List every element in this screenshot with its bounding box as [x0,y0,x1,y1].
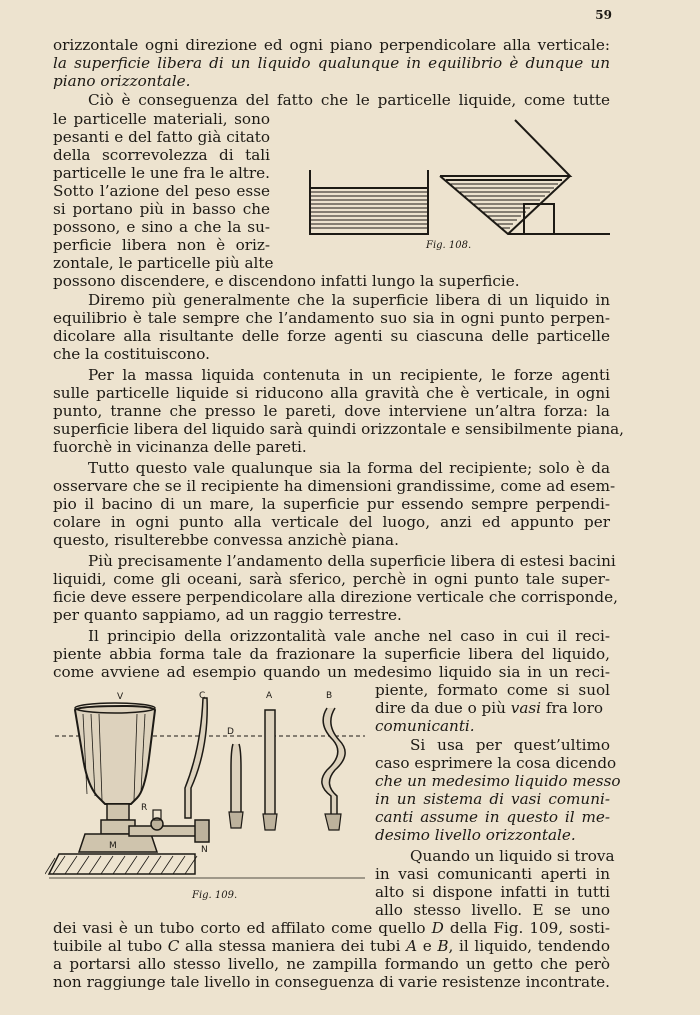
text-line: Sotto l’azione del peso esse [53,182,270,200]
text-line: perficie libera non è oriz- [53,236,270,254]
text-line: punto, tranne che presso le pareti, dove interviene un’altra forza: la [53,402,610,420]
text-line: canti assume in questo il me- [375,808,610,826]
text-span: D [431,919,444,937]
text-line: possono discendere, e discendono infatti lungo la superficie. [53,272,520,290]
text-line: possono, e sino a che la su- [53,218,270,236]
text-line: dicolare alla risultante delle forze agenti su ciascuna delle particelle [53,327,610,345]
text-line: osservare che se il recipiente ha dimensioni grandissime, come ad esem- [53,477,616,495]
text-span: dire da due o più [375,699,511,717]
text-line: zontale, le particelle più alte [53,254,274,272]
text-line: pio il bacino di un mare, la superficie pur essendo sempre perpendi- [53,495,610,513]
text-line: per quanto sappiamo, ad un raggio terrestre. [53,606,402,624]
text-span: B [437,937,449,955]
text-line: caso esprimere la cosa dicendo [375,754,617,772]
text-line: Più precisamente l’andamento della superficie libera di estesi bacini [88,552,616,570]
text-line: pesanti e del fatto già citato [53,128,270,146]
text-line: liquidi, come gli oceani, sarà sferico, perchè in ogni punto tale super- [53,570,610,588]
text-line: superficie libera del liquido sarà quindi orizzontale e sensibilmente piana, [53,420,624,438]
text-line: Diremo più generalmente che la superficie libera di un liquido in [88,291,610,309]
text-line: allo stesso livello. E se uno [375,901,610,919]
text-span: vasi [510,699,542,717]
text-line: fuorchè in vicinanza delle pareti. [53,438,307,456]
text-line: come avviene ad esempio quando un medesimo liquido sia in un reci- [53,663,610,681]
text-line: Per la massa liquida contenuta in un recipiente, le forze agenti [88,366,610,384]
text-span: e [417,937,438,955]
text-line [53,919,610,937]
text-line: piano orizzontale. [53,72,191,90]
text-line: particelle le une fra le altre. [53,164,270,182]
page-number: 59 [595,8,612,22]
text-line [375,699,610,717]
text-line: Si usa per quest’ultimo [410,736,610,754]
text-line [53,937,610,955]
label-n: N [201,845,208,855]
text-line: equilibrio è tale sempre che l’andamento suo sia in ogni punto perpen- [53,309,610,327]
text-span: dei vasi è un tubo corto ed affilato come quello [53,919,432,937]
text-line: Ciò è conseguenza del fatto che le particelle liquide, come tutte [88,91,610,109]
text-line: ficie deve essere perpendicolare alla direzione verticale che corrisponde, [53,588,618,606]
figure-109-caption: Fig. 109. [192,890,238,901]
text-line: della scorrevolezza di tali [53,146,270,164]
text-line: sulle particelle liquide si riducono alla gravità che è verticale, in ogni [53,384,610,402]
text-line: alto si dispone infatti in tutti [375,883,610,901]
text-line: la superficie libera di un liquido qualunque in equilibrio è dunque un [53,54,610,72]
text-span: A [406,937,418,955]
text-line: desimo livello orizzontale. [375,826,576,844]
text-line: colare in ogni punto alla verticale del luogo, anzi ed appunto per [53,513,610,531]
label-b: B [326,691,333,701]
figure-108 [300,118,610,250]
label-v: V [117,692,124,702]
text-line: questo, risulterebbe convessa anzichè piana. [53,531,399,549]
label-r: R [141,803,148,813]
text-line: non raggiunge tale livello in conseguenza di varie resistenze incontrate. [53,973,610,991]
text-span: tuibile al tubo [53,937,168,955]
text-line: Tutto questo vale qualunque sia la forma del recipiente; solo è da [88,459,610,477]
text-line: in vasi comunicanti aperti in [375,865,610,883]
label-d: D [227,727,234,737]
text-line: che la costituiscono. [53,345,210,363]
text-span: fra loro [541,699,604,717]
text-line: Il principio della orizzontalità vale anche nel caso in cui il reci- [88,627,610,645]
text-line: a portarsi allo stesso livello, ne zampilla formando un getto che però [53,955,610,973]
text-span: C [167,937,180,955]
text-span: della Fig. 109, sosti- [443,919,611,937]
text-line: piente, formato come si suol [375,681,610,699]
text-span: alla stessa maniera dei tubi [179,937,407,955]
figure-109 [45,688,365,888]
label-c: C [199,691,206,701]
label-a: A [266,691,273,701]
text-span: , il liquido, tendendo [448,937,611,955]
figure-108-caption: Fig. 108. [426,240,472,251]
text-line: piente abbia forma tale da frazionare la superficie libera del liquido, [53,645,610,663]
text-line: in un sistema di vasi comuni- [375,790,610,808]
text-line: si portano più in basso che [53,200,270,218]
text-line: Quando un liquido si trova [410,847,615,865]
label-m: M [109,841,117,851]
text-line: che un medesimo liquido messo [375,772,621,790]
text-line: le particelle materiali, sono [53,110,270,128]
text-line: orizzontale ogni direzione ed ogni piano perpendicolare alla verticale: [53,36,610,54]
text-line: comunicanti. [375,717,475,735]
